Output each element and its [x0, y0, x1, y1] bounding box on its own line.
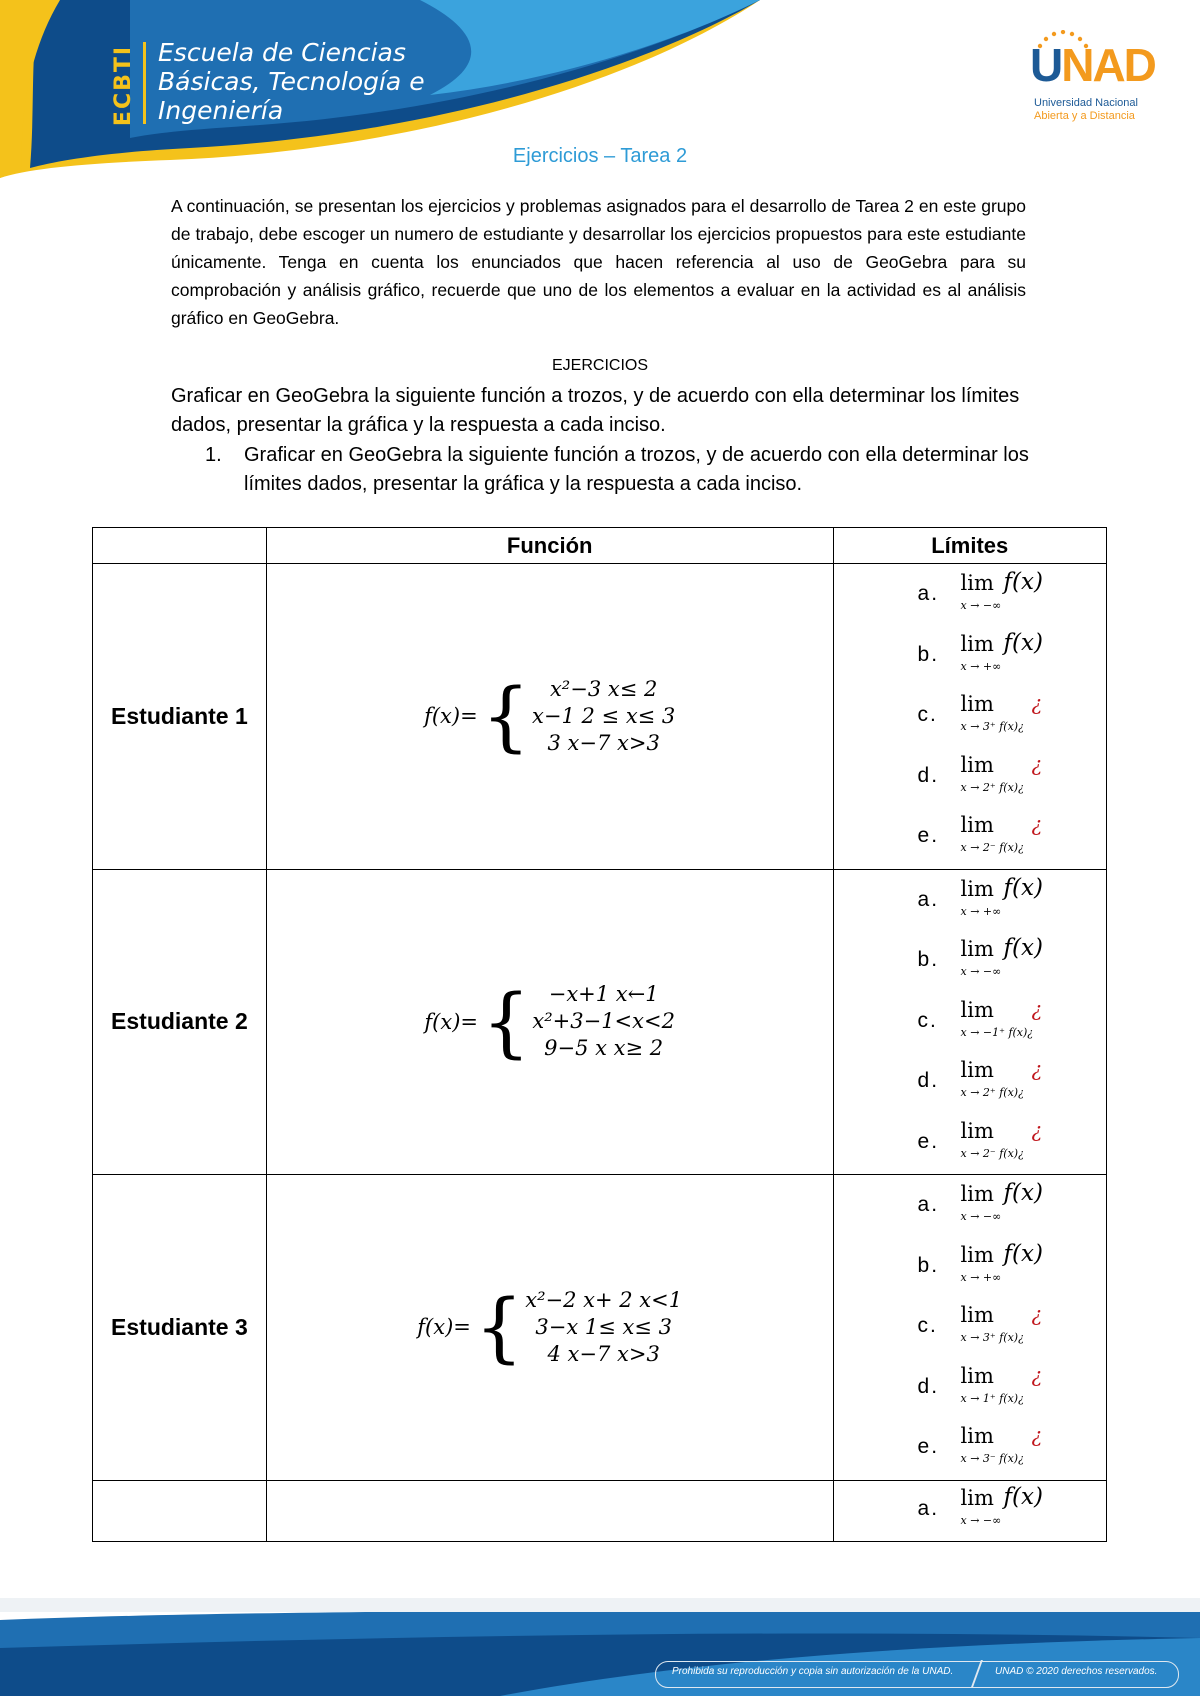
limit-fx: f(x) [1003, 935, 1043, 961]
limit-word: lim [960, 1242, 994, 1267]
limit-item [834, 1238, 1106, 1299]
case-line: x²+3−1<x<2 [532, 1009, 675, 1034]
limit-word: lim [960, 876, 994, 901]
limit-letter: c. [917, 1314, 938, 1337]
table-row [93, 564, 1107, 870]
limit-item [834, 1359, 1106, 1420]
limit-letter: d. [917, 763, 940, 787]
function-cases [532, 676, 675, 757]
limit-sub: x → −∞ [960, 1210, 1002, 1223]
limit-item [834, 566, 1106, 627]
limit-word: lim [960, 1118, 994, 1143]
limit-item [834, 872, 1106, 933]
limit-sub: x → −1⁺ f(x)¿ [960, 1025, 1034, 1039]
limit-sub: x → 2⁻ f(x)¿ [960, 1146, 1024, 1160]
table-header-row [93, 528, 1107, 564]
school-name-line1: Escuela de Ciencias [158, 38, 406, 67]
limit-question-mark: ¿ [1031, 1117, 1043, 1142]
function-cases [532, 981, 675, 1062]
limit-fx: f(x) [1003, 1483, 1043, 1510]
logo-word: UNAD [1030, 39, 1155, 91]
limit-word: lim [960, 1485, 994, 1510]
school-name-line2: Básicas, Tecnología e [158, 67, 425, 96]
limit-letter: e. [917, 1435, 940, 1458]
limit-letter: a. [917, 1193, 940, 1216]
limit-question-mark: ¿ [1031, 812, 1043, 836]
limit-sub: x → +∞ [960, 904, 1002, 918]
limit-word: lim [960, 752, 994, 777]
limit-letter: a. [917, 1496, 940, 1520]
exercise-table [92, 527, 1107, 1542]
footer-notice: Prohibida su reproducción y copia sin autorización de la UNAD. [672, 1666, 954, 1677]
function-cell [266, 869, 833, 1175]
function-lhs: f(x)= [424, 1009, 479, 1034]
limit-word: lim [960, 997, 994, 1022]
limit-sub: x → 3⁺ f(x)¿ [960, 1331, 1024, 1344]
case-line: 9−5 x x≥ 2 [544, 1036, 664, 1061]
student-label: Estudiante 3 [93, 1175, 267, 1481]
limit-item [834, 687, 1106, 748]
limit-fx: f(x) [1003, 874, 1043, 901]
limit-sub: x → 3⁺ f(x)¿ [960, 720, 1024, 733]
limit-sub: x → +∞ [960, 659, 1002, 673]
limit-letter: e. [917, 1129, 940, 1153]
limit-question-mark: ¿ [1031, 691, 1043, 715]
limit-question-mark: ¿ [1031, 1057, 1043, 1081]
limit-question-mark: ¿ [1031, 1302, 1043, 1326]
case-line: x²−2 x+ 2 x<1 [525, 1287, 683, 1312]
limit-sub: x → 2⁺ f(x)¿ [960, 780, 1024, 794]
limit-word: lim [960, 571, 994, 595]
limit-sub: x → −∞ [960, 1513, 1002, 1527]
table-row [93, 1175, 1107, 1481]
limit-word: lim [960, 692, 994, 716]
limits-cell [833, 1175, 1106, 1481]
exercise-paragraph: Graficar en GeoGebra la siguiente función a trozos, y de acuerdo con ella determinar los límites dados, presentar la gráfica y la respuesta a cada inciso. [171, 385, 1020, 436]
limit-word: lim [960, 937, 994, 961]
limit-question-mark: ¿ [1031, 1423, 1043, 1447]
limit-question-mark: ¿ [1031, 751, 1043, 776]
piecewise-function [267, 564, 833, 869]
student-label: Estudiante 1 [93, 564, 267, 870]
limit-sub: x → 1⁺ f(x)¿ [960, 1391, 1024, 1405]
unad-logo [1030, 28, 1160, 128]
limit-item [834, 808, 1106, 869]
logo-line1: Universidad Nacional [1034, 97, 1138, 109]
case-line: x−1 2 ≤ x≤ 3 [532, 703, 676, 728]
limits-cell [833, 869, 1106, 1175]
header-funcion: Función [266, 528, 833, 564]
intro-paragraph: A continuación, se presentan los ejercicios y problemas asignados para el desarrollo de Tarea 2 en este grupo de trabajo, debe escoger un numero de estudiante y desarrollar los ejercicios propuestos para este estudiante únicamente. Tenga en cuenta los enunciados que hacen referencia al uso de GeoGebra para su comprobación y análisis gráfico, recuerde que uno de los elementos a evaluar en la actividad es al análisis gráfico en GeoGebra. [171, 196, 1026, 328]
limit-letter: d. [917, 1069, 940, 1092]
case-line: 4 x−7 x>3 [547, 1341, 660, 1366]
limit-sub: x → 2⁻ f(x)¿ [960, 841, 1024, 854]
limit-word: lim [960, 1363, 994, 1388]
case-line: 3−x 1≤ x≤ 3 [535, 1314, 672, 1339]
limit-item [834, 1053, 1106, 1114]
table-row [93, 869, 1107, 1175]
function-lhs: f(x)= [424, 704, 478, 729]
limit-fx: f(x) [1003, 629, 1043, 656]
limit-word: lim [960, 631, 994, 656]
brace-icon: { [482, 976, 531, 1066]
limit-question-mark: ¿ [1031, 1362, 1043, 1387]
empty-cell [93, 1480, 267, 1542]
school-name [158, 38, 425, 125]
limit-sub: x → 3⁻ f(x)¿ [960, 1452, 1024, 1465]
limit-letter: b. [917, 642, 940, 666]
empty-cell [266, 1480, 833, 1542]
limit-letter: a. [917, 887, 940, 911]
ecbti-label: ECBTI [111, 44, 137, 126]
limit-word: lim [960, 1182, 994, 1206]
item-text: Graficar en GeoGebra la siguiente función a trozos, y de acuerdo con ella determinar los límites dados, presentar la gráfica y la respuesta a cada inciso. [244, 444, 1029, 495]
limit-letter: c. [917, 703, 938, 726]
limit-fx: f(x) [1003, 1180, 1043, 1206]
footer-copyright: UNAD © 2020 derechos reservados. [995, 1666, 1158, 1677]
piecewise-function [267, 870, 833, 1175]
limit-item [834, 1481, 1106, 1542]
function-cell [266, 564, 833, 870]
limit-word: lim [960, 1424, 994, 1448]
brace-icon: { [474, 1282, 524, 1372]
limit-question-mark: ¿ [1031, 996, 1043, 1021]
case-line: x²−3 x≤ 2 [549, 676, 658, 701]
brace-icon: { [481, 671, 531, 761]
limit-sub: x → +∞ [960, 1270, 1002, 1284]
limit-word: lim [960, 1303, 994, 1327]
limit-item [834, 748, 1106, 809]
function-lhs: f(x)= [417, 1315, 471, 1340]
function-cell [266, 1175, 833, 1481]
school-name-line3: Ingeniería [158, 96, 284, 125]
page-title: Ejercicios – Tarea 2 [512, 145, 688, 167]
section-heading: EJERCICIOS [551, 357, 648, 374]
limit-sub: x → 2⁺ f(x)¿ [960, 1086, 1024, 1099]
limit-item [834, 1298, 1106, 1359]
item-number: 1. [205, 444, 222, 466]
limits-cell [833, 1480, 1106, 1542]
limit-fx: f(x) [1003, 569, 1043, 595]
case-line: 3 x−7 x>3 [547, 730, 660, 755]
limit-letter: d. [917, 1374, 940, 1398]
limit-word: lim [960, 813, 994, 837]
limits-cell [833, 564, 1106, 870]
ecbti-divider [143, 42, 146, 124]
limit-item [834, 1419, 1106, 1480]
limit-letter: a. [917, 582, 940, 605]
student-label: Estudiante 2 [93, 869, 267, 1175]
piecewise-function [267, 1175, 833, 1480]
limit-letter: b. [917, 1253, 940, 1277]
function-cases [525, 1287, 682, 1368]
limit-item [834, 932, 1106, 993]
limit-letter: b. [917, 948, 940, 971]
limit-item [834, 1114, 1106, 1175]
table-row [93, 1480, 1107, 1542]
limit-item [834, 993, 1106, 1054]
logo-line2: Abierta y a Distancia [1034, 110, 1135, 122]
limit-letter: e. [917, 824, 940, 847]
header-empty [93, 528, 267, 564]
limit-sub: x → −∞ [960, 599, 1002, 612]
header-limites: Límites [833, 528, 1106, 564]
limit-letter: c. [917, 1008, 938, 1032]
limit-item [834, 1177, 1106, 1238]
limit-fx: f(x) [1003, 1240, 1043, 1267]
limit-item [834, 627, 1106, 688]
limit-sub: x → −∞ [960, 965, 1002, 978]
case-line: −x+1 x←1 [548, 982, 659, 1007]
limit-word: lim [960, 1058, 994, 1082]
